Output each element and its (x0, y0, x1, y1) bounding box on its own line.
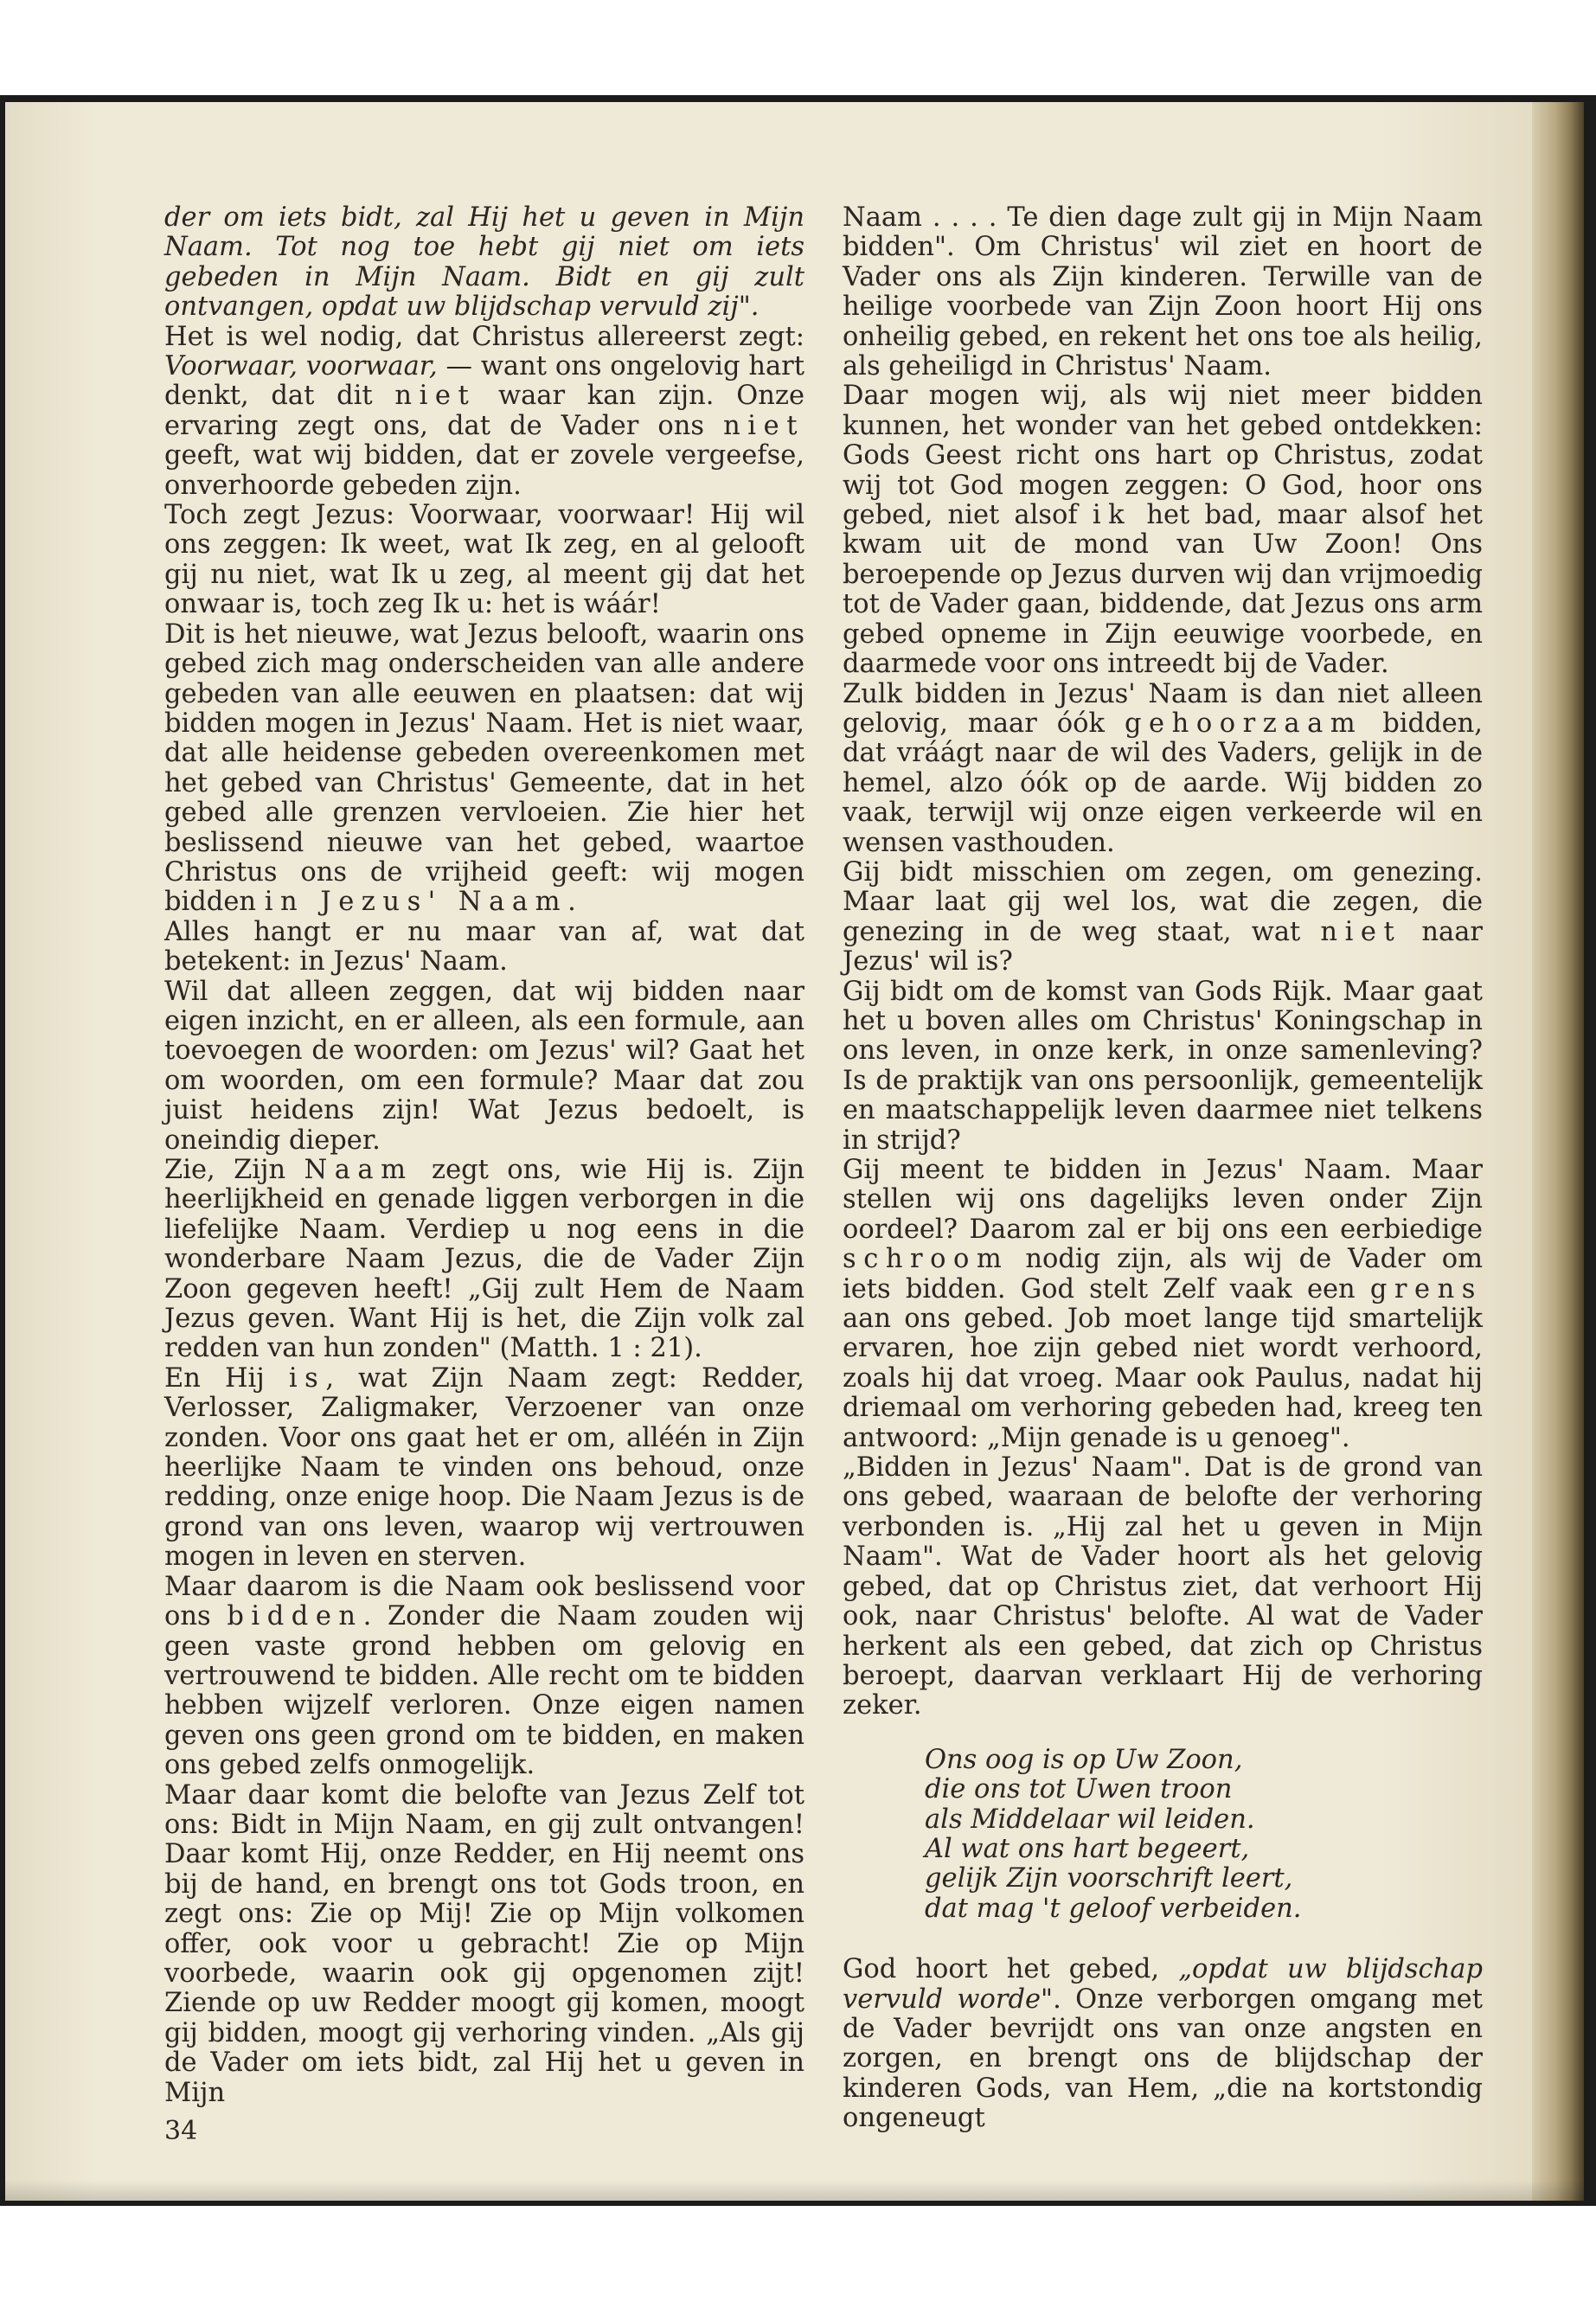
right-paragraph-2: Daar mogen wij, als wij niet meer bidden kunnen, het wonder van het gebed ontdekken: Gods Geest richt ons hart op Christus, zodat wij tot God mogen zeggen: O God, hoor ons gebed, niet alsof ik het bad, maar alsof het kwam uit de mond van Uw Zoon! Ons beroepende op Jezus durven wij dan vrijmoedig tot de Vader gaan, biddende, dat Jezus ons arm gebed opneme in Zijn eeuwige voorbede, en daarmede voor ons intreedt bij de Vader. (843, 381, 1483, 680)
left-paragraph-9: Maar daarom is die Naam ook beslissend voor ons bidden. Zonder die Naam zouden wij geen vaste grond hebben om gelovig en vertrouwend te bidden. Alle recht om te bidden hebben wijzelf verloren. Onze eigen namen geven ons geen grond om te bidden, en maken ons gebed zelfs onmogelijk. (164, 1571, 804, 1781)
poem-line: als Middelaar wil leiden. (925, 1804, 1255, 1835)
right-paragraph-8: God hoort het gebed, „opdat uw blijdschap vervuld worde". Onze verborgen omgang met de Vader bevrijdt ons van onze angsten en zorgen, en brengt ons de blijdschap der kinderen Gods, van Hem, „die na kortstondig ongeneugt (843, 1954, 1483, 2134)
left-paragraph-5: Alles hangt er nu maar van af, wat dat betekent: in Jezus' Naam. (164, 916, 804, 977)
right-paragraph-5: Gij bidt om de komst van Gods Rijk. Maar gaat het u boven alles om Christus' Koningschap in ons leven, in onze kerk, in onze samenleving? Is de praktijk van ons persoonlijk, gemeentelijk en maatschappelijk leven daarmee niet telkens in strijd? (843, 976, 1483, 1156)
right-paragraph-3: Zulk bidden in Jezus' Naam is dan niet alleen gelovig, maar óók gehoorzaam bidden, dat vráágt naar de wil des Vaders, gelijk in de hemel, alzo óók op de aarde. Wij bidden zo vaak, terwijl wij onze eigen verkeerde wil en wensen vasthouden. (843, 678, 1483, 858)
poem-line: Ons oog is op Uw Zoon, (925, 1744, 1243, 1775)
left-paragraph-2: Het is wel nodig, dat Christus allereerst zegt: Voorwaar, voorwaar, — want ons ongelovig hart denkt, dat dit niet waar kan zijn. Onze ervaring zegt ons, dat de Vader ons niet geeft, wat wij bidden, dat er zovele vergeefse, onverhoorde gebeden zijn. (164, 321, 804, 501)
left-paragraph-10: Maar daar komt die belofte van Jezus Zelf tot ons: Bidt in Mijn Naam, en gij zult ontvangen! Daar komt Hij, onze Redder, en Hij neemt ons bij de hand, en brengt ons tot Gods troon, en zegt ons: Zie op Mij! Zie op Mijn volkomen offer, ook voor u gebracht! Zie op Mijn voorbede, waarin ook gij opgenomen zijt! Ziende op uw Redder moogt gij komen, moogt gij bidden, moogt gij verhoring vinden. „Als gij de Vader om iets bidt, zal Hij het u geven in Mijn (164, 1779, 804, 2108)
left-column (164, 203, 804, 2108)
left-paragraph-1: der om iets bidt, zal Hij het u geven in Mijn Naam. Tot nog toe hebt gij niet om iets gebeden in Mijn Naam. Bidt en gij zult ontvangen, opdat uw blijdschap vervuld zij". (164, 202, 804, 323)
poem-line: Al wat ons hart begeert, (925, 1833, 1250, 1864)
page-bottom-shadow (5, 2180, 1584, 2201)
right-paragraph-7: „Bidden in Jezus' Naam". Dat is de grond van ons gebed, waaraan de belofte der verhoring verbonden is. „Hij zal het u geven in Mijn Naam". Wat de Vader hoort als het gelovig gebed, dat op Christus ziet, dat verhoort Hij ook, naar Christus' belofte. Al wat de Vader herkent als een gebed, dat zich op Christus beroept, daarvan verklaart Hij de verhoring zeker. (843, 1452, 1483, 1721)
left-paragraph-8: En Hij is, wat Zijn Naam zegt: Redder, Verlosser, Zaligmaker, Verzoener van onze zonden. Voor ons gaat het er om, alléén in Zijn heerlijke Naam te vinden ons behoud, onze redding, onze enige hoop. Die Naam Jezus is de grond van ons leven, waarop wij vertrouwen mogen in leven en sterven. (164, 1362, 805, 1573)
page-binding-edge (1532, 102, 1584, 2201)
right-paragraph-6: Gij meent te bidden in Jezus' Naam. Maar stellen wij ons dagelijks leven onder Zijn oordeel? Daarom zal er bij ons een eerbiedige schroom nodig zijn, als wij de Vader om iets bidden. God stelt Zelf vaak een grens aan ons gebed. Job moet lange tijd smartelijk ervaren, hoe zijn gebed niet wordt verhoord, zoals hij dat vroeg. Maar ook Paulus, nadat hij driemaal om verhoring gebeden had, kreeg ten antwoord: „Mijn genade is u genoeg". (843, 1155, 1483, 1453)
right-paragraph-4: Gij bidt misschien om zegen, om genezing. Maar laat gij wel los, wat die zegen, die genezing in de weg staat, wat niet naar Jezus' wil is? (843, 856, 1483, 977)
left-paragraph-6: Wil dat alleen zeggen, dat wij bidden naar eigen inzicht, en er alleen, als een formule, aan toevoegen de woorden: om Jezus' wil? Gaat het om woorden, om een formule? Maar dat zou juist heidens zijn! Wat Jezus bedoelt, is oneindig dieper. (164, 976, 804, 1156)
poem-line: gelijk Zijn voorschrift leert, (925, 1863, 1293, 1894)
page-number: 34 (164, 2116, 198, 2146)
right-column (843, 203, 1483, 2134)
page-edge-line (1541, 102, 1543, 2201)
poem-line: dat mag 't geloof verbeiden. (925, 1893, 1302, 1924)
left-paragraph-3: Toch zegt Jezus: Voorwaar, voorwaar! Hij wil ons zeggen: Ik weet, wat Ik zeg, en al gelooft gij nu niet, wat Ik u zeg, al meent gij dat het onwaar is, toch zeg Ik u: het is wáár! (164, 500, 804, 620)
right-paragraph-1: Naam . . . . Te dien dage zult gij in Mijn Naam bidden". Om Christus' wil ziet en hoort de Vader ons als Zijn kinderen. Terwille van de heilige voorbede van Zijn Zoon hoort Hij ons onheilig gebed, en rekent het ons toe als heilig, als geheiligd in Christus' Naam. (843, 202, 1483, 382)
left-paragraph-4: Dit is het nieuwe, wat Jezus belooft, waarin ons gebed zich mag onderscheiden van alle andere gebeden van alle eeuwen en plaatsen: dat wij bidden mogen in Jezus' Naam. Het is niet waar, dat alle heidense gebeden overeenkomen met het gebed van Christus' Gemeente, dat in het gebed alle grenzen vervloeien. Zie hier het beslissend nieuwe van het gebed, waartoe Christus ons de vrijheid geeft: wij mogen bidden in Jezus' Naam. (164, 619, 804, 918)
poem-stanza (925, 1746, 1483, 1924)
left-paragraph-7: Zie, Zijn Naam zegt ons, wie Hij is. Zijn heerlijkheid en genade liggen verborgen in die liefelijke Naam. Verdiep u nog eens in die wonderbare Naam Jezus, die de Vader Zijn Zoon gegeven heeft! „Gij zult Hem de Naam Jezus geven. Want Hij is het, die Zijn volk zal redden van hun zonden" (Matth. 1 : 21). (164, 1155, 804, 1364)
poem-line: die ons tot Uwen troon (925, 1774, 1233, 1805)
